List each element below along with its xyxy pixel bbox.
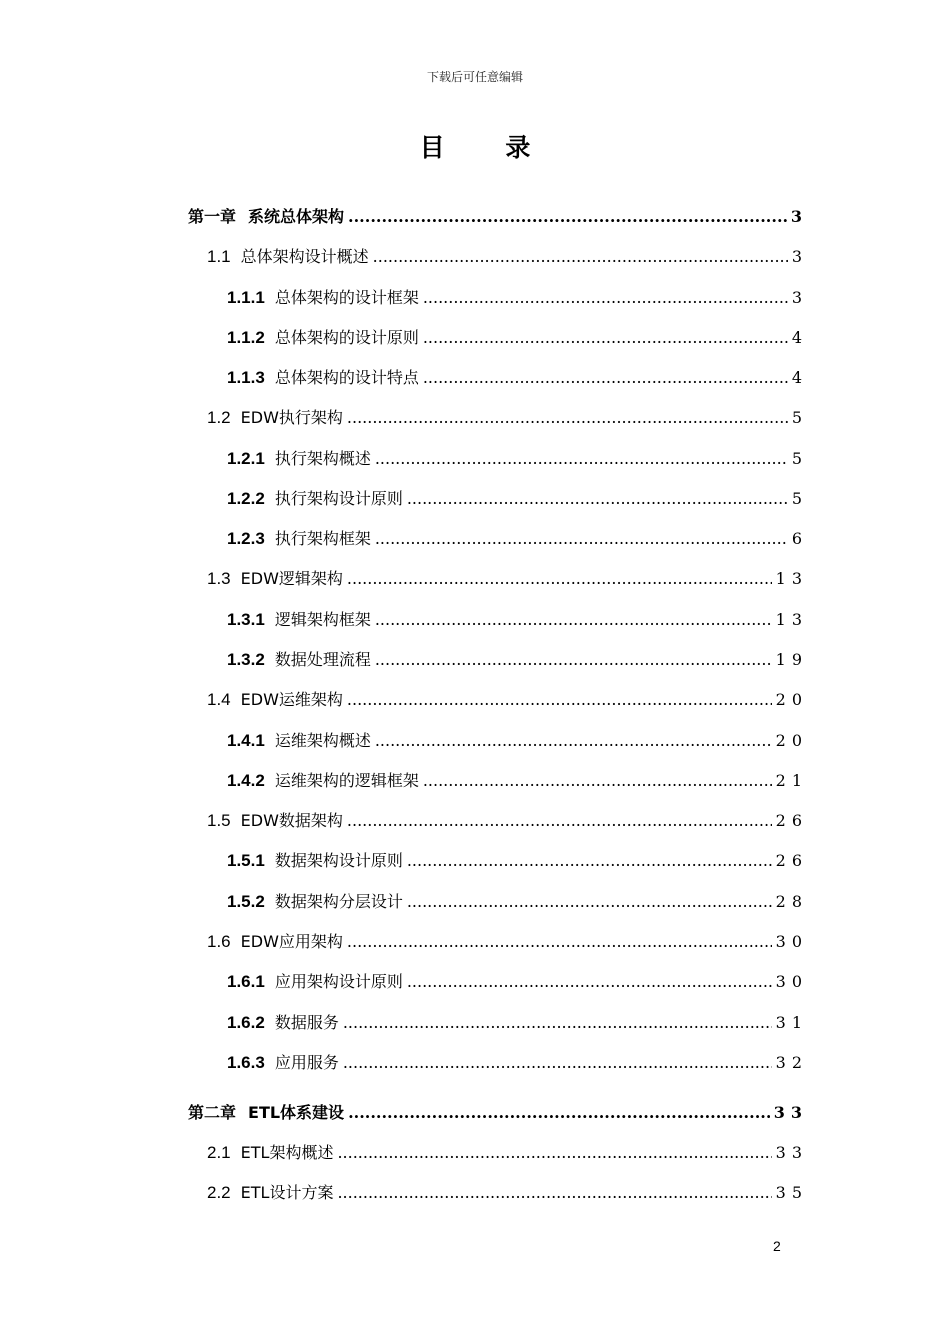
toc-entry-label: ETL架构概述 — [240, 1143, 334, 1162]
toc-entry[interactable] — [207, 808, 808, 834]
toc-leader — [423, 365, 788, 391]
toc-entry-page: 28 — [775, 892, 808, 911]
toc-entry-number: 第二章 — [188, 1103, 237, 1122]
toc-entry[interactable] — [188, 1100, 808, 1126]
toc-entry[interactable] — [207, 687, 808, 713]
toc-entry-number: 1.6.3 — [227, 1053, 265, 1072]
toc-entry[interactable] — [227, 647, 808, 673]
toc-entry[interactable] — [227, 526, 808, 552]
toc-leader — [423, 325, 788, 351]
toc-entry-number: 1.5.1 — [227, 851, 265, 870]
toc-entry[interactable] — [227, 889, 808, 915]
toc-entry-number: 1.3.2 — [227, 650, 265, 669]
toc-entry-number: 1.1.2 — [227, 328, 265, 347]
toc-entry-label: EDW应用架构 — [240, 932, 343, 951]
toc-leader — [375, 607, 772, 633]
toc-leader — [347, 687, 772, 713]
toc-entry-number: 1.3.1 — [227, 610, 265, 629]
toc-entry-number: 1.6.2 — [227, 1013, 265, 1032]
toc-leader — [343, 1010, 772, 1036]
toc-entry-label: EDW逻辑架构 — [240, 569, 343, 588]
toc-entry-label: 总体架构的设计特点 — [274, 368, 419, 387]
toc-entry-label: 总体架构设计概述 — [240, 247, 369, 266]
toc-entry-label: EDW数据架构 — [240, 811, 343, 830]
toc-entry[interactable] — [227, 969, 808, 995]
toc-entry-page: 19 — [775, 650, 808, 669]
toc-leader — [348, 204, 787, 230]
toc-entry-label: 运维架构概述 — [274, 731, 371, 750]
toc-entry-label: 数据架构分层设计 — [274, 892, 403, 911]
toc-entry-number: 1.6.1 — [227, 972, 265, 991]
toc-entry-number: 1.1.1 — [227, 288, 265, 307]
toc-entry-page: 5 — [791, 449, 808, 468]
toc-entry-number: 1.1 — [207, 247, 231, 266]
toc-entry-page: 35 — [775, 1183, 808, 1202]
toc-entry-number: 1.2.1 — [227, 449, 265, 468]
toc-entry-label: ETL体系建设 — [248, 1103, 345, 1122]
page-number: 2 — [773, 1238, 781, 1254]
toc-entry[interactable] — [207, 929, 808, 955]
toc-entry-page: 3 — [791, 247, 808, 266]
toc-entry[interactable] — [227, 1050, 808, 1076]
toc-entry-number: 1.4.1 — [227, 731, 265, 750]
toc-entry[interactable] — [227, 365, 808, 391]
toc-entry-number: 1.4 — [207, 690, 231, 709]
toc-entry-page: 31 — [775, 1013, 808, 1032]
toc-entry[interactable] — [227, 486, 808, 512]
toc-entry-number: 1.2.3 — [227, 529, 265, 548]
toc-entry[interactable] — [227, 728, 808, 754]
toc-entry-number: 1.2 — [207, 408, 231, 427]
toc-entry-page: 20 — [775, 690, 808, 709]
toc-entry-number: 1.3 — [207, 569, 231, 588]
toc-entry-label: 执行架构设计原则 — [274, 489, 403, 508]
toc-entry-number: 1.1.3 — [227, 368, 265, 387]
toc-entry-number: 2.1 — [207, 1143, 231, 1162]
toc-entry-page: 30 — [775, 932, 808, 951]
toc-entry-label: 数据服务 — [274, 1013, 339, 1032]
toc-entry-label: 运维架构的逻辑框架 — [274, 771, 419, 790]
toc-entry-page: 3 — [791, 288, 808, 307]
toc-entry-page: 20 — [775, 731, 808, 750]
toc-entry-label: 应用服务 — [274, 1053, 339, 1072]
toc-leader — [347, 566, 772, 592]
toc-entry-label: 系统总体架构 — [248, 207, 345, 226]
toc-entry-page: 3 — [790, 207, 808, 226]
toc-entry-label: 总体架构的设计框架 — [274, 288, 419, 307]
toc-leader — [423, 285, 788, 311]
toc-leader — [375, 647, 772, 673]
toc-entry-page: 4 — [791, 368, 808, 387]
toc-leader — [375, 728, 772, 754]
toc-leader — [373, 244, 788, 270]
toc-entry-label: 数据处理流程 — [274, 650, 371, 669]
toc-leader — [337, 1180, 771, 1206]
toc-entry-page: 33 — [773, 1103, 808, 1122]
toc-entry-label: 执行架构框架 — [274, 529, 371, 548]
toc-entry-label: 执行架构概述 — [274, 449, 371, 468]
toc-leader — [347, 808, 772, 834]
toc-entry-label: ETL设计方案 — [240, 1183, 334, 1202]
toc-entry-page: 13 — [775, 569, 808, 588]
toc-entry-number: 1.2.2 — [227, 489, 265, 508]
toc-entry[interactable] — [227, 446, 808, 472]
toc-entry-label: 逻辑架构框架 — [274, 610, 371, 629]
toc-entry[interactable] — [207, 566, 808, 592]
toc-entry-number: 1.4.2 — [227, 771, 265, 790]
toc-entry-page: 33 — [775, 1143, 808, 1162]
toc-entry[interactable] — [207, 1140, 808, 1166]
toc-entry-number: 1.5 — [207, 811, 231, 830]
toc-title: 目 录 — [419, 133, 557, 162]
toc-entry-page: 26 — [775, 851, 808, 870]
toc-entry[interactable] — [188, 204, 808, 230]
toc-leader — [407, 486, 788, 512]
toc-entry-label: 数据架构设计原则 — [274, 851, 403, 870]
toc-entry-number: 1.5.2 — [227, 892, 265, 911]
toc-entry[interactable] — [207, 244, 808, 270]
page-header-note: 下载后可任意编辑 — [426, 70, 523, 84]
toc-entry-page: 26 — [775, 811, 808, 830]
toc-leader — [375, 446, 788, 472]
toc-leader — [343, 1050, 772, 1076]
toc-entry[interactable] — [227, 285, 808, 311]
toc-entry[interactable] — [227, 768, 808, 794]
toc-entry-number: 2.2 — [207, 1183, 231, 1202]
toc-entry-page: 32 — [775, 1053, 808, 1072]
toc-entry[interactable] — [227, 1010, 808, 1036]
toc-entry-label: EDW执行架构 — [240, 408, 343, 427]
toc-entry-page: 13 — [775, 610, 808, 629]
toc-leader — [423, 768, 772, 794]
toc-leader — [348, 1100, 770, 1126]
toc-entry-number: 第一章 — [188, 207, 237, 226]
toc-entry-page: 6 — [791, 529, 808, 548]
toc-entry[interactable] — [227, 848, 808, 874]
toc-entry[interactable] — [207, 405, 808, 431]
toc-entry[interactable] — [227, 607, 808, 633]
toc-leader — [337, 1140, 771, 1166]
toc-leader — [375, 526, 788, 552]
toc-leader — [347, 929, 772, 955]
toc-entry[interactable] — [207, 1180, 808, 1206]
toc-entry-page: 5 — [791, 489, 808, 508]
toc-entry[interactable] — [227, 325, 808, 351]
toc-entry-page: 4 — [791, 328, 808, 347]
toc-leader — [407, 969, 772, 995]
toc-leader — [347, 405, 788, 431]
toc-entry-label: 应用架构设计原则 — [274, 972, 403, 991]
toc-entry-number: 1.6 — [207, 932, 231, 951]
toc-entry-page: 5 — [791, 408, 808, 427]
toc-entry-page: 30 — [775, 972, 808, 991]
toc-leader — [407, 848, 772, 874]
toc-entry-label: EDW运维架构 — [240, 690, 343, 709]
toc-entry-label: 总体架构的设计原则 — [274, 328, 419, 347]
toc-leader — [407, 889, 772, 915]
toc-entry-page: 21 — [775, 771, 808, 790]
